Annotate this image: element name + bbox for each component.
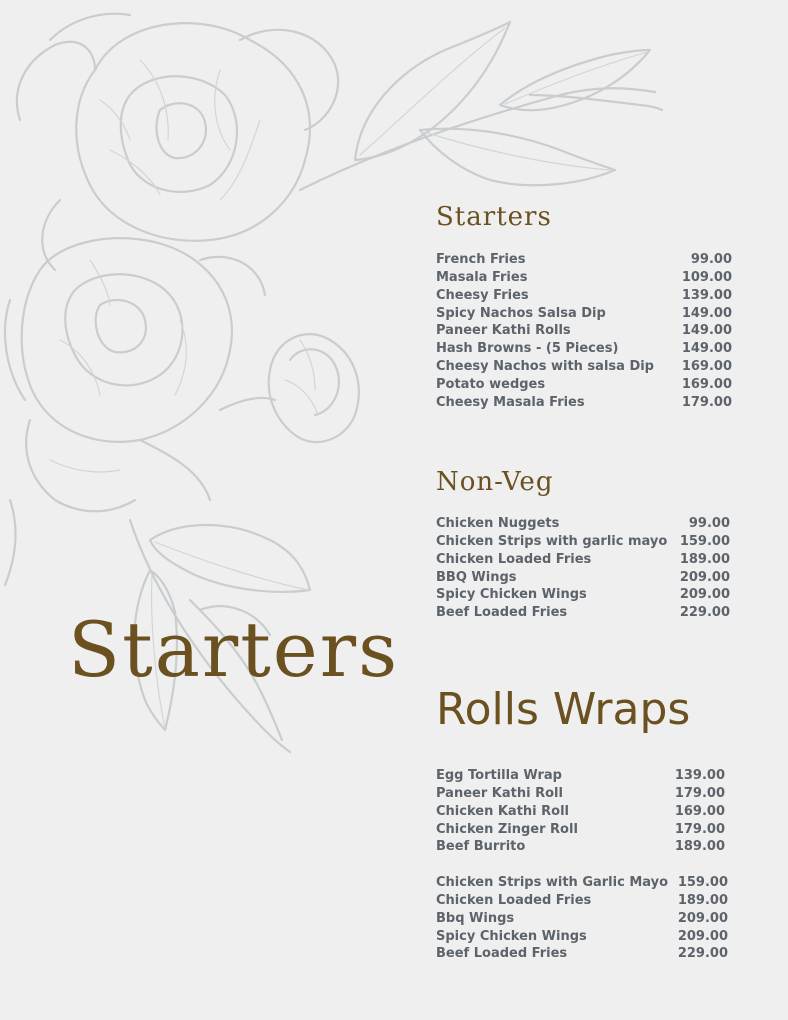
item-price: 179.00 [674,785,725,801]
item-price: 209.00 [679,569,730,585]
list-item [436,394,732,412]
list-item [436,821,725,839]
item-name: Chicken Kathi Roll [436,803,570,819]
item-name: French Fries [436,252,526,267]
item-name: Spicy Nachos Salsa Dip [436,305,606,321]
item-price: 169.00 [681,376,732,392]
item-name: Spicy Chicken Wings [436,928,587,944]
item-price: 229.00 [677,946,728,962]
item-price: 169.00 [674,803,725,819]
rolls-list-2 [436,874,728,963]
item-name: Chicken Loaded Fries [436,551,592,567]
branch-top [300,22,662,190]
list-item [436,892,728,910]
item-name: Beef Loaded Fries [436,605,568,621]
item-name: Paneer Kathi Rolls [436,323,571,339]
list-item [436,945,728,963]
list-item [436,269,732,287]
item-price: 159.00 [677,875,728,890]
item-name: Hash Browns - (5 Pieces) [436,341,619,357]
item-price: 189.00 [674,839,725,855]
item-name: Egg Tortilla Wrap [436,768,562,783]
list-item [436,874,728,892]
item-name: Chicken Loaded Fries [436,892,592,908]
item-price: 149.00 [681,341,732,357]
peony-middle [5,238,265,511]
list-item [436,604,730,622]
list-item [436,551,730,569]
list-item [436,803,725,821]
item-price: 139.00 [674,768,725,783]
item-price: 209.00 [679,587,730,603]
list-item [436,586,730,604]
flower-bud [220,334,359,442]
item-price: 149.00 [681,323,732,339]
item-name: Chicken Strips with Garlic Mayo [436,875,669,890]
list-item [436,515,730,533]
peony-top [17,14,338,270]
nonveg-list [436,515,730,622]
item-price: 189.00 [679,551,730,567]
item-name: Cheesy Nachos with salsa Dip [436,359,654,375]
list-item [436,928,728,946]
item-name: Beef Burrito [436,839,526,855]
starters-list [436,251,732,412]
item-price: 189.00 [677,892,728,908]
item-price: 179.00 [681,394,732,410]
item-price: 99.00 [690,252,732,267]
section-title-nonveg: Non-Veg [436,467,554,497]
hero-title: Starters [68,605,400,694]
list-item [436,376,732,394]
item-name: Beef Loaded Fries [436,946,568,962]
rolls-list [436,767,725,856]
item-price: 99.00 [688,516,730,531]
item-price: 229.00 [679,605,730,621]
list-item [436,767,725,785]
item-name: Spicy Chicken Wings [436,587,587,603]
item-name: Potato wedges [436,376,546,392]
item-name: Masala Fries [436,269,528,285]
list-item [436,358,732,376]
list-item [436,533,730,551]
section-title-rolls: Rolls Wraps [436,684,691,735]
item-price: 179.00 [674,821,725,837]
list-item [436,340,732,358]
item-price: 139.00 [681,287,732,303]
item-price: 209.00 [677,928,728,944]
list-item [436,251,732,269]
list-item [436,287,732,305]
item-price: 209.00 [677,910,728,926]
list-item [436,785,725,803]
item-price: 109.00 [681,269,732,285]
item-price: 149.00 [681,305,732,321]
item-price: 159.00 [679,533,730,549]
item-name: Cheesy Fries [436,287,529,303]
list-item [436,838,725,856]
section-title-starters: Starters [436,202,552,232]
list-item [436,569,730,587]
list-item [436,910,728,928]
item-name: Paneer Kathi Roll [436,785,563,801]
item-name: Bbq Wings [436,910,515,926]
list-item [436,322,732,340]
item-name: Chicken Strips with garlic mayo [436,533,668,549]
item-name: Chicken Nuggets [436,516,560,531]
item-name: BBQ Wings [436,569,517,585]
item-name: Chicken Zinger Roll [436,821,578,837]
item-name: Cheesy Masala Fries [436,394,585,410]
list-item [436,305,732,323]
item-price: 169.00 [681,359,732,375]
